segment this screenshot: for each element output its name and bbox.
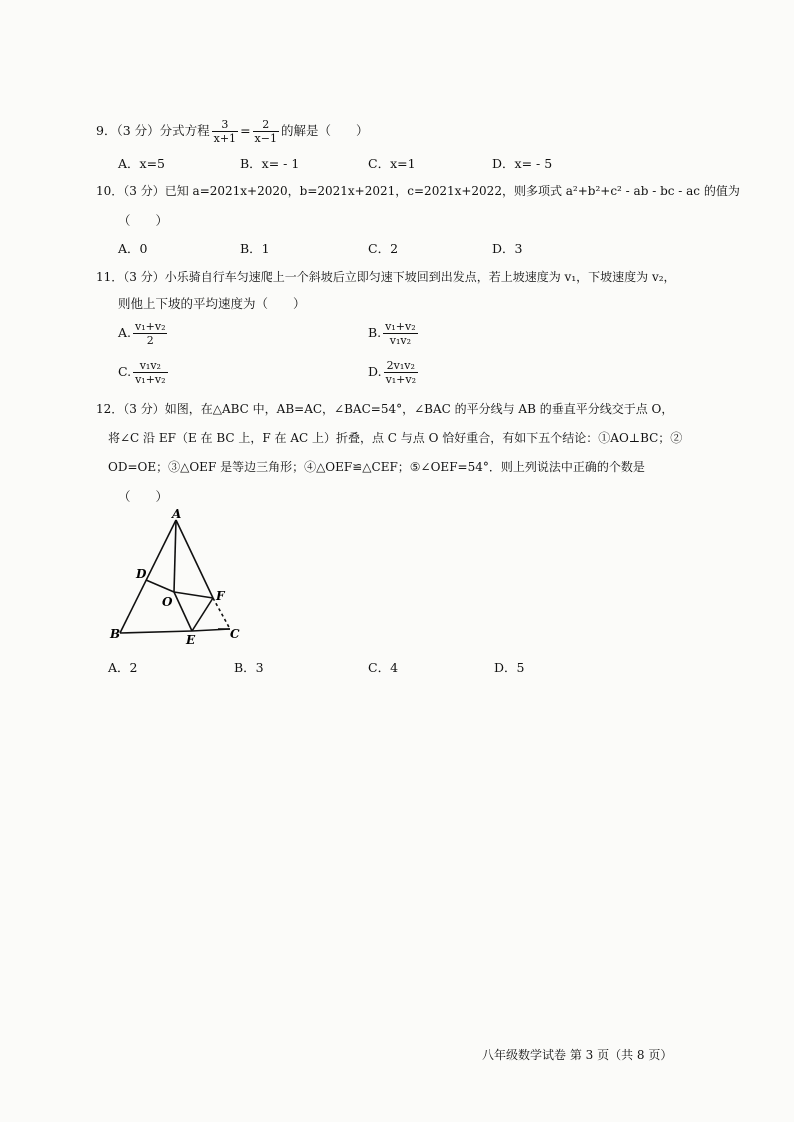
- page-footer: 八年级数学试卷 第 3 页（共 8 页）: [482, 1048, 673, 1062]
- q11-c-numerator: v₁v₂: [133, 359, 167, 373]
- q11-c-denominator: v₁+v₂: [135, 373, 166, 386]
- q12-option-b: B．3: [234, 660, 264, 675]
- q11-b-numerator: v₁+v₂: [385, 320, 416, 333]
- segment-DO: [146, 580, 174, 592]
- q11-option-a: [118, 320, 169, 347]
- label-A: A: [172, 508, 182, 521]
- q10-option-b: B．1: [240, 241, 270, 256]
- q11-line1: 11．（3 分）小乐骑自行车匀速爬上一个斜坡后立即匀速下坡回到出发点，若上坡速度为 v₁，下坡速度为 v₂，: [96, 270, 676, 284]
- q11-line2: 则他上下坡的平均速度为（ ）: [118, 296, 306, 311]
- q11-option-d-label: D.: [368, 364, 382, 379]
- segment-AO: [174, 520, 176, 592]
- q9-option-c: C．x=1: [368, 156, 416, 171]
- q10-line1: 10．（3 分）已知 a=2021x+2020，b=2021x+2021，c=2021x+2022，则多项式 a²+b²+c² - ab - bc - ac 的值为: [96, 184, 740, 198]
- segment-OF: [174, 592, 213, 598]
- q12-option-c: C．4: [368, 660, 399, 675]
- q11-option-b-fraction: [383, 320, 417, 347]
- q9-lhs-fraction: [212, 118, 238, 145]
- q12-option-d: D．5: [494, 660, 525, 675]
- q12-line1: 12．（3 分）如图，在△ABC 中，AB=AC，∠BAC=54°，∠BAC 的平分线与 AB 的垂直平分线交于点 O，: [96, 402, 674, 416]
- label-B: B: [110, 627, 121, 641]
- label-F: F: [216, 589, 225, 603]
- segment-OE: [174, 592, 192, 631]
- q11-option-c-label: C.: [118, 364, 132, 379]
- q12-line2: 将∠C 沿 EF（E 在 BC 上，F 在 AC 上）折叠，点 C 与点 O 恰好重合，有如下五个结论：①AO⊥BC；②: [108, 431, 683, 445]
- q10-option-d: D．3: [492, 241, 523, 256]
- q10-line2: （ ）: [118, 213, 169, 228]
- segment-AB: [120, 520, 176, 633]
- q10-option-a: A．0: [118, 241, 148, 256]
- q11-option-a-fraction: [133, 320, 167, 347]
- q9-suffix: 的解是（ ）: [280, 123, 369, 138]
- label-D: D: [136, 567, 147, 581]
- segment-BE: [120, 631, 192, 633]
- q11-d-denominator: v₁+v₂: [385, 373, 417, 386]
- q12-triangle-figure: [100, 508, 260, 648]
- label-C: C: [230, 627, 240, 641]
- q11-b-denominator: v₁v₂: [389, 334, 412, 347]
- q11-option-c: [118, 359, 170, 386]
- q11-option-b: [368, 320, 420, 347]
- q12-line4: （ ）: [118, 489, 169, 504]
- q9-option-a: A．x=5: [118, 156, 166, 171]
- q9-rhs-numerator: 2: [253, 118, 279, 132]
- q9-option-b: B．x= - 1: [240, 156, 300, 171]
- q11-option-c-fraction: [133, 359, 167, 386]
- label-O: O: [162, 595, 173, 609]
- segment-EF: [192, 598, 213, 631]
- q9-lhs-denominator: x+1: [213, 132, 237, 145]
- q10-option-c: C．2: [368, 241, 399, 256]
- q9-rhs-fraction: [253, 118, 279, 145]
- q11-option-d-fraction: [384, 359, 418, 386]
- q11-a-denominator: 2: [146, 334, 154, 347]
- question-9: [96, 118, 736, 145]
- q11-a-numerator: v₁+v₂: [135, 320, 166, 333]
- q9-lhs-numerator: 3: [212, 118, 238, 132]
- q12-line3: OD=OE；③△OEF 是等边三角形；④△OEF≌△CEF；⑤∠OEF=54°．则上列说法中正确的个数是: [108, 460, 645, 474]
- q9-rhs-denominator: x−1: [254, 132, 277, 145]
- q11-option-d: [368, 359, 420, 386]
- label-E: E: [186, 633, 196, 647]
- q9-equals: =: [240, 123, 251, 138]
- q11-option-b-label: B.: [368, 325, 382, 340]
- q9-prefix: 9．（3 分）分式方程: [96, 123, 210, 138]
- q11-option-a-label: A.: [118, 325, 132, 340]
- q12-option-a: A．2: [108, 660, 138, 675]
- q11-d-numerator: 2v₁v₂: [384, 359, 418, 373]
- segment-AC-upper: [176, 520, 213, 598]
- q9-option-d: D．x= - 5: [492, 156, 553, 171]
